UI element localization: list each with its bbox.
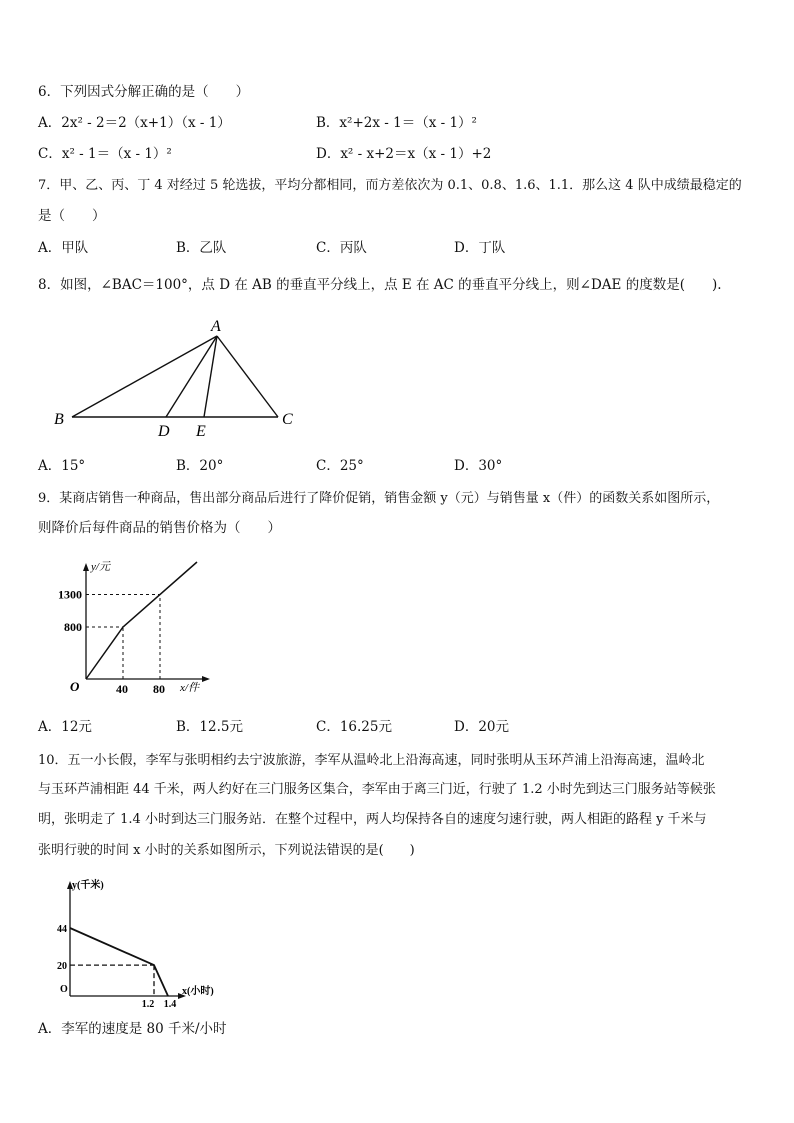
q8-option-c: C．25°	[316, 458, 364, 474]
segment-ae	[204, 336, 217, 417]
q9-option-b: B．12.5元	[176, 719, 243, 735]
q9-option-a: A．12元	[38, 719, 92, 735]
q8-option-a: A．15°	[38, 458, 86, 474]
q10-stem-line4: 张明行驶的时间 x 小时的关系如图所示，下列说法错误的是( )	[38, 843, 415, 858]
q6-option-d: D．x² - x+2＝x（x - 1）+2	[316, 146, 492, 162]
x-tick-label-40: 40	[116, 682, 128, 696]
q8-stem: 8．如图，∠BAC＝100°，点 D 在 AB 的垂直平分线上，点 E 在 AC 的垂直平分线上，则∠DAE 的度数是( ).	[38, 277, 722, 293]
q9-stem-line1: 9．某商店销售一种商品，售出部分商品后进行了降价促销，销售金额 y（元）与销售量 x（件）的函数关系如图所示，	[38, 491, 720, 506]
q7-option-a: A．甲队	[38, 240, 89, 256]
q10-stem-line1: 10．五一小长假，李军与张明相约去宁波旅游，李军从温岭北上沿海高速，同时张明从玉环芦浦上沿海高速，温岭北	[38, 753, 705, 768]
y-axis-label: y(千米)	[72, 880, 104, 891]
label-a: A	[211, 318, 221, 335]
distance-line	[70, 928, 168, 996]
y-axis-label: y/元	[91, 561, 110, 573]
q10-distance-chart	[40, 870, 240, 1020]
label-e: E	[196, 423, 206, 440]
q9-option-c: C．16.25元	[316, 719, 392, 735]
q10-stem-line3: 明，张明走了 1.4 小时到达三门服务站．在整个过程中，两人均保持各自的速度匀速行驶，两人相距的路程 y 千米与	[38, 812, 707, 827]
y-tick-label-20: 20	[57, 961, 67, 973]
segment-ab	[72, 336, 217, 417]
y-tick-label-44: 44	[57, 924, 67, 935]
x-tick-label-80: 80	[153, 682, 165, 696]
label-c: C	[282, 411, 293, 428]
x-axis-label: x/件	[180, 682, 199, 694]
x-tick-label-1.2: 1.2	[141, 999, 155, 1010]
x-tick-label-1.4: 1.4	[163, 999, 177, 1010]
q7-stem-line1: 7．甲、乙、丙、丁 4 对经过 5 轮选拔，平均分都相同，而方差依次为 0.1、0.8、1.6、1.1．那么这 4 队中成绩最稳定的	[38, 178, 742, 193]
label-d: D	[158, 423, 170, 440]
label-b: B	[54, 411, 64, 428]
q9-option-d: D．20元	[454, 719, 510, 735]
segment-ad	[166, 336, 217, 417]
segment-ac	[217, 336, 278, 417]
q6-stem: 6．下列因式分解正确的是（ ）	[38, 84, 250, 100]
x-axis-label: x(小时)	[182, 986, 214, 997]
q10-option-a: A．李军的速度是 80 千米/小时	[38, 1021, 227, 1037]
q10-stem-line2: 与玉环芦浦相距 44 千米，两人约好在三门服务区集合，李军由于离三门近，行驶了 1.2 小时先到达三门服务站等候张	[38, 782, 716, 797]
x-axis-arrow	[202, 676, 210, 682]
q6-option-c: C．x² - 1＝（x - 1）²	[38, 146, 172, 162]
q8-option-d: D．30°	[454, 458, 503, 474]
origin-label: O	[60, 984, 68, 995]
y-axis-arrow	[83, 563, 89, 571]
sales-line	[86, 562, 197, 679]
q6-option-b: B．x²+2x - 1＝（x - 1）²	[316, 115, 477, 131]
origin-label: O	[70, 679, 80, 694]
q7-option-d: D．丁队	[454, 240, 506, 256]
q7-option-c: C．丙队	[316, 240, 367, 256]
q9-stem-line2: 则降价后每件商品的销售价格为（ ）	[38, 520, 281, 536]
y-tick-label-1300: 1300	[58, 587, 82, 602]
q9-sales-chart	[34, 555, 234, 705]
q6-option-a: A．2x² - 2＝2（x+1）（x - 1）	[38, 115, 231, 131]
q8-triangle-figure	[50, 312, 310, 442]
q7-stem-line2: 是（ ）	[38, 208, 106, 224]
y-tick-label-800: 800	[64, 620, 82, 634]
q7-option-b: B．乙队	[176, 240, 227, 256]
q8-option-b: B．20°	[176, 458, 224, 474]
